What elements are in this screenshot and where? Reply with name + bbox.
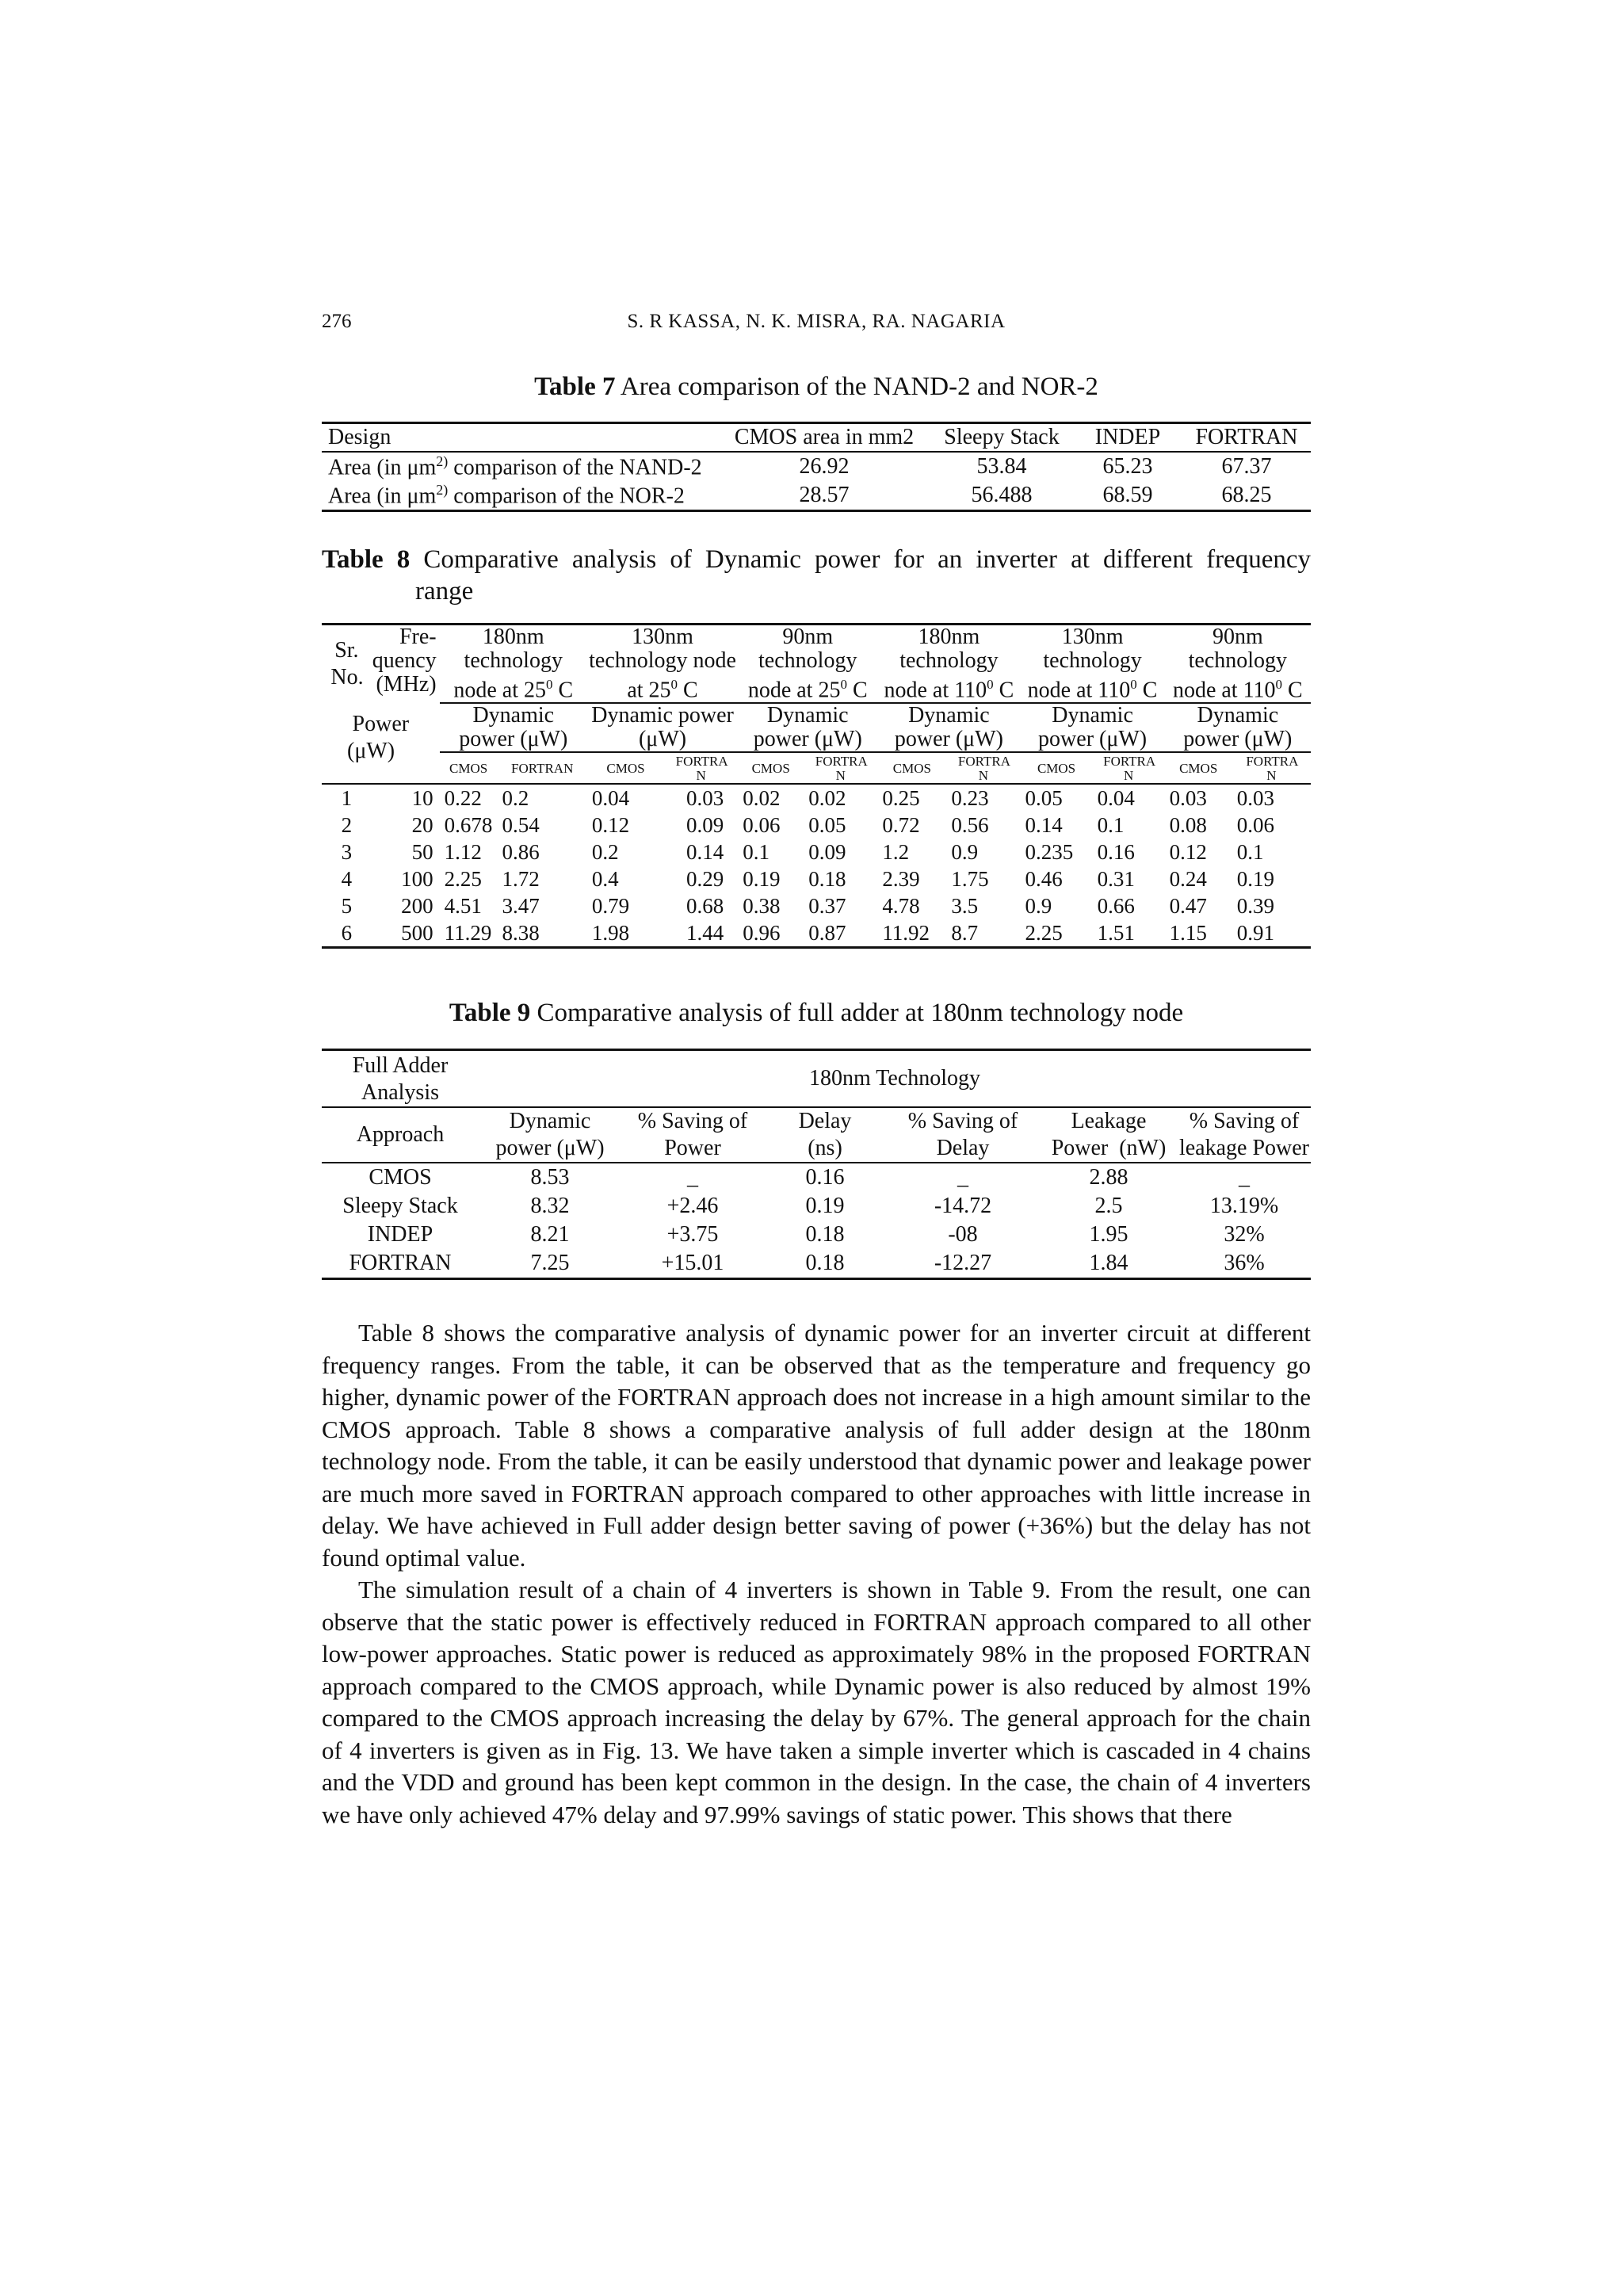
sub-fortran: FORTRAN xyxy=(511,761,574,777)
cell: 0.04 xyxy=(1097,786,1135,811)
approach-header: Approach xyxy=(356,1122,445,1147)
cell: 0.96 xyxy=(743,921,781,946)
table7-design-cell xyxy=(322,452,718,481)
node-size: 180nm xyxy=(482,625,544,649)
table7-col-header: Sleepy Stack xyxy=(930,423,1073,453)
node-temp: node at $110^0$ C xyxy=(1172,677,1303,703)
node-tech: technology xyxy=(1188,648,1288,673)
table8-subheader-row xyxy=(322,752,1311,784)
cell: 0.14 xyxy=(1025,813,1063,838)
cell: 0.12 xyxy=(1169,840,1207,865)
table9-caption-text: Comparative analysis of full adder at 180nm technology node xyxy=(537,999,1184,1027)
table8-power-row xyxy=(322,703,1311,752)
cell: 0.16 xyxy=(805,1165,845,1190)
approach: FORTRAN xyxy=(349,1251,452,1275)
cell: 1.2 xyxy=(882,840,910,865)
cell: 0.46 xyxy=(1025,867,1063,892)
cell: 0.18 xyxy=(805,1222,845,1247)
dynamic-power-header: Dynamic power (μW) xyxy=(587,703,738,752)
node-header-130-110 xyxy=(1020,625,1164,704)
table9-caption-label: Table 9 xyxy=(449,999,531,1027)
sr-no: 1 xyxy=(341,786,353,811)
sleepy-area: 56.488 xyxy=(971,483,1033,507)
node-tech: technology xyxy=(899,648,999,673)
design-text: comparison of the NAND-2 xyxy=(448,455,702,480)
cell: 0.25 xyxy=(882,786,920,811)
table7 xyxy=(322,422,1311,512)
table7-design-cell xyxy=(322,481,718,511)
cell: 0.1 xyxy=(1236,840,1264,865)
cell: 0.04 xyxy=(591,786,630,811)
paragraph: Table 8 shows the comparative analysis of dynamic power for an inverter circuit at different frequency ranges. From the table, it can be observed that as the temperature and frequency go higher, dynamic power of the FORTRAN approach does not increase in a high amount similar to the CMOS approach. Table 8 shows a comparative analysis of full adder design at the 180nm technology node. From the table, it can be easily understood that dynamic power and leakage power are much more saved in FORTRAN approach compared to other approaches with little increase in delay. We have achieved in Full adder design better saving of power (+36%) but the delay has not found optimal value. xyxy=(322,1319,1311,1572)
node-temp: at $25^0$ C xyxy=(627,677,698,703)
dynamic-power-header: Dynamic power (μW) xyxy=(738,703,877,752)
cell: 1.72 xyxy=(502,867,540,892)
frequency-header xyxy=(372,625,440,704)
table7-col-header: INDEP xyxy=(1073,423,1182,453)
sr-no: 4 xyxy=(341,867,353,892)
cell: 0.02 xyxy=(743,786,781,811)
sub-fortran: FORTRA N xyxy=(675,754,728,784)
table7-col-header: FORTRAN xyxy=(1182,423,1311,453)
frequency: 20 xyxy=(411,813,433,838)
table8-caption-text: Comparative analysis of Dynamic power for an inverter at different frequency xyxy=(423,545,1312,574)
table-row xyxy=(322,1163,1311,1192)
cell: 0.678 xyxy=(444,813,493,838)
dynamic-power-header: Dynamic power (μW) xyxy=(877,703,1020,752)
cell: 0.37 xyxy=(808,894,846,919)
table8-caption xyxy=(322,544,1311,607)
sub-cmos: CMOS xyxy=(1037,761,1076,777)
sr-no-label: Sr. No. xyxy=(330,638,364,690)
table8-caption-label: Table 8 xyxy=(322,545,411,574)
cell: 0.14 xyxy=(685,840,724,865)
cell: 0.05 xyxy=(1025,786,1063,811)
cell: 1.84 xyxy=(1089,1251,1128,1275)
node-tech: technology xyxy=(464,648,563,673)
frequency: 50 xyxy=(411,840,433,865)
cell: 0.2 xyxy=(591,840,619,865)
cell: 1.12 xyxy=(444,840,482,865)
sub-fortran: FORTRA N xyxy=(815,754,868,784)
cell: 0.19 xyxy=(743,867,781,892)
cell: 2.25 xyxy=(1025,921,1063,946)
frequency: 500 xyxy=(401,921,433,946)
col-header: % Saving of leakage Power xyxy=(1178,1109,1310,1160)
cell: -14.72 xyxy=(934,1194,992,1218)
table-row xyxy=(322,892,1311,919)
node-header-180-110 xyxy=(877,625,1020,704)
cell: 0.47 xyxy=(1169,894,1207,919)
cell: 0.66 xyxy=(1097,894,1135,919)
cell: 2.88 xyxy=(1089,1165,1128,1190)
node-temp: node at $25^0$ C xyxy=(453,677,574,703)
node-header-130-25 xyxy=(587,625,738,704)
col-header: % Saving of Power xyxy=(637,1109,748,1160)
cell: 0.19 xyxy=(1236,867,1274,892)
table-row xyxy=(322,865,1311,892)
node-temp: node at $110^0$ C xyxy=(1027,677,1158,703)
approach: Sleepy Stack xyxy=(342,1194,458,1218)
page-number: 276 xyxy=(322,311,352,332)
cell: 8.53 xyxy=(530,1165,570,1190)
indep-area: 65.23 xyxy=(1102,454,1153,479)
node-temp: node at $110^0$ C xyxy=(884,677,1014,703)
cell: 0.18 xyxy=(805,1251,845,1275)
cell: 0.23 xyxy=(951,786,989,811)
cell: 1.98 xyxy=(591,921,630,946)
table-row xyxy=(322,919,1311,948)
cell: 0.54 xyxy=(502,813,540,838)
cell: 0.19 xyxy=(805,1194,845,1218)
cell: 0.03 xyxy=(1169,786,1207,811)
cell: _ xyxy=(1239,1165,1250,1190)
cell: 0.91 xyxy=(1236,921,1274,946)
cell: 0.12 xyxy=(591,813,630,838)
col-header: Dynamic power (μW) xyxy=(495,1109,605,1160)
cell: 1.75 xyxy=(951,867,989,892)
frequency: 200 xyxy=(401,894,433,919)
cell: 3.47 xyxy=(502,894,540,919)
cell: 0.1 xyxy=(1097,813,1125,838)
cell: 2.5 xyxy=(1094,1194,1123,1218)
frequency-label: (MHz) xyxy=(376,672,437,697)
cell: 1.44 xyxy=(685,921,724,946)
cell: 0.06 xyxy=(743,813,781,838)
cell: 0.06 xyxy=(1236,813,1274,838)
cell: +3.75 xyxy=(666,1222,719,1247)
sr-no: 3 xyxy=(341,840,353,865)
cell: 0.235 xyxy=(1025,840,1074,865)
cell: -08 xyxy=(948,1222,978,1247)
dynamic-power-header: Dynamic power (μW) xyxy=(1020,703,1164,752)
cell: 0.68 xyxy=(685,894,724,919)
cell: 2.25 xyxy=(444,867,482,892)
table7-col-header: CMOS area in mm2 xyxy=(718,423,930,453)
table9-top-row xyxy=(322,1050,1311,1108)
cell: 0.56 xyxy=(951,813,989,838)
frequency: 10 xyxy=(411,786,433,811)
cmos-area: 28.57 xyxy=(799,483,850,507)
table8-caption-line2: range xyxy=(415,577,474,606)
cell: 32% xyxy=(1224,1222,1265,1247)
cell: 13.19% xyxy=(1209,1194,1279,1218)
full-adder-analysis-header: Full Adder Analysis xyxy=(352,1053,449,1105)
cell: -12.27 xyxy=(934,1251,992,1275)
table-row xyxy=(322,784,1311,812)
cell: 0.02 xyxy=(808,786,846,811)
sub-fortran: FORTRA N xyxy=(957,754,1010,784)
sleepy-area: 53.84 xyxy=(976,454,1027,479)
cell: 1.15 xyxy=(1169,921,1207,946)
cell: 0.03 xyxy=(685,786,724,811)
frequency-label: Fre- xyxy=(399,625,437,649)
sr-no: 6 xyxy=(341,921,353,946)
table8 xyxy=(322,623,1311,949)
cell: 1.51 xyxy=(1097,921,1135,946)
table9-caption xyxy=(322,997,1311,1029)
cell: _ xyxy=(957,1165,968,1190)
node-size: 180nm xyxy=(918,625,980,649)
design-superscript: 2) xyxy=(436,453,449,469)
power-label: Power xyxy=(352,712,410,737)
sub-cmos: CMOS xyxy=(606,761,645,777)
cell: 0.87 xyxy=(808,921,846,946)
col-header: Leakage Power (nW) xyxy=(1051,1109,1167,1160)
cell: 0.1 xyxy=(743,840,769,865)
sub-cmos: CMOS xyxy=(1179,761,1218,777)
frequency-label: quency xyxy=(372,648,437,673)
table-row xyxy=(322,452,1311,481)
cell: +15.01 xyxy=(661,1251,724,1275)
cell: 0.08 xyxy=(1169,813,1207,838)
node-tech: technology xyxy=(758,648,857,673)
table7-header-row xyxy=(322,423,1311,453)
cell: 0.05 xyxy=(808,813,846,838)
table9-header-row xyxy=(322,1107,1311,1163)
table8-header-row xyxy=(322,625,1311,704)
table-row xyxy=(322,812,1311,839)
cell: 8.38 xyxy=(502,921,540,946)
cell: 0.09 xyxy=(808,840,846,865)
node-header-90-110 xyxy=(1165,625,1311,704)
cell: 0.22 xyxy=(444,786,482,811)
body-text xyxy=(322,1317,1311,1831)
node-size: 130nm xyxy=(1061,625,1124,649)
design-text: Area (in μm xyxy=(328,483,437,509)
table-row xyxy=(322,481,1311,511)
table9 xyxy=(322,1049,1311,1280)
table7-caption-label: Table 7 xyxy=(534,372,616,401)
cell: 11.92 xyxy=(882,921,930,946)
node-size: 90nm xyxy=(782,625,834,649)
approach: CMOS xyxy=(369,1165,432,1190)
cell: 7.25 xyxy=(530,1251,570,1275)
table7-caption xyxy=(322,371,1311,403)
design-text: comparison of the NOR-2 xyxy=(448,483,685,509)
sub-fortran: FORTRA N xyxy=(1103,754,1156,784)
cell: 4.78 xyxy=(882,894,920,919)
frequency: 100 xyxy=(401,867,433,892)
cell: 36% xyxy=(1224,1251,1265,1275)
cell: 3.5 xyxy=(951,894,979,919)
sub-cmos: CMOS xyxy=(449,761,488,777)
sub-cmos: CMOS xyxy=(892,761,931,777)
sr-no: 5 xyxy=(341,894,353,919)
node-header-90-25 xyxy=(738,625,877,704)
cell: 8.32 xyxy=(530,1194,570,1218)
sub-fortran: FORTRA N xyxy=(1246,754,1299,784)
cmos-area: 26.92 xyxy=(799,454,850,479)
cell: 0.03 xyxy=(1236,786,1274,811)
cell: 0.38 xyxy=(743,894,781,919)
cell: 0.86 xyxy=(502,840,540,865)
cell: 0.29 xyxy=(685,867,724,892)
table7-col-header: Design xyxy=(322,423,718,453)
cell: +2.46 xyxy=(666,1194,719,1218)
cell: 0.4 xyxy=(591,867,619,892)
table-row xyxy=(322,1192,1311,1221)
col-header: Delay (ns) xyxy=(798,1109,852,1160)
paragraph: The simulation result of a chain of 4 inverters is shown in Table 9. From the result, one can observe that the static power is effectively reduced in FORTRAN approach compared to all other low-power approaches. Static power is reduced as approximately 98% in the proposed FORTRAN approach compared to the CMOS approach, while Dynamic power is also reduced by almost 19% compared to the CMOS approach increasing the delay by 67%. The general approach for the chain of 4 inverters is given as in Fig. 13. We have taken a simple inverter which is cascaded in 4 chains and the VDD and ground has been kept common in the design. In the case, the chain of 4 inverters we have only achieved 47% delay and 97.99% savings of static power. This shows that there xyxy=(322,1576,1311,1828)
cell: 0.9 xyxy=(1025,894,1052,919)
cell: 0.09 xyxy=(685,813,724,838)
approach: INDEP xyxy=(367,1222,433,1247)
page-header xyxy=(322,308,1311,339)
cell: 8.21 xyxy=(530,1222,570,1247)
dynamic-power-header: Dynamic power (μW) xyxy=(1165,703,1311,752)
design-text: Area (in μm xyxy=(328,455,437,480)
cell: _ xyxy=(687,1165,698,1190)
cell: 0.16 xyxy=(1097,840,1135,865)
cell: 0.31 xyxy=(1097,867,1135,892)
cell: 0.39 xyxy=(1236,894,1274,919)
cell: 0.18 xyxy=(808,867,846,892)
cell: 4.51 xyxy=(444,894,482,919)
table-row xyxy=(322,1249,1311,1279)
fortran-area: 67.37 xyxy=(1221,454,1272,479)
node-temp: node at $25^0$ C xyxy=(747,677,868,703)
cell: 0.24 xyxy=(1169,867,1207,892)
cell: 11.29 xyxy=(444,921,492,946)
tech-header: 180nm Technology xyxy=(808,1066,981,1091)
node-tech: technology xyxy=(1043,648,1142,673)
sr-no-header xyxy=(322,625,372,704)
cell: 0.2 xyxy=(502,786,529,811)
table-row xyxy=(322,1221,1311,1249)
cell: 0.72 xyxy=(882,813,920,838)
node-tech: technology node xyxy=(589,648,736,673)
sub-cmos: CMOS xyxy=(751,761,790,777)
node-header-180-25 xyxy=(440,625,587,704)
fortran-area: 68.25 xyxy=(1221,483,1272,507)
dynamic-power-header: Dynamic power (μW) xyxy=(440,703,587,752)
col-header: % Saving of Delay xyxy=(907,1109,1018,1160)
table7-caption-text: Area comparison of the NAND-2 and NOR-2 xyxy=(620,372,1098,401)
power-unit-header xyxy=(322,703,440,784)
cell: 0.9 xyxy=(951,840,979,865)
table8-caption-line1 xyxy=(322,544,1311,575)
running-authors: S. R KASSA, N. K. MISRA, RA. NAGARIA xyxy=(627,311,1006,332)
cell: 0.79 xyxy=(591,894,630,919)
power-label: (μW) xyxy=(347,739,395,764)
cell: 8.7 xyxy=(951,921,979,946)
table-row xyxy=(322,839,1311,865)
node-size: 90nm xyxy=(1212,625,1263,649)
indep-area: 68.59 xyxy=(1102,483,1153,507)
design-superscript: 2) xyxy=(436,481,449,498)
node-size: 130nm xyxy=(632,625,693,649)
cell: 1.95 xyxy=(1089,1222,1128,1247)
sr-no: 2 xyxy=(341,813,353,838)
cell: 2.39 xyxy=(882,867,920,892)
